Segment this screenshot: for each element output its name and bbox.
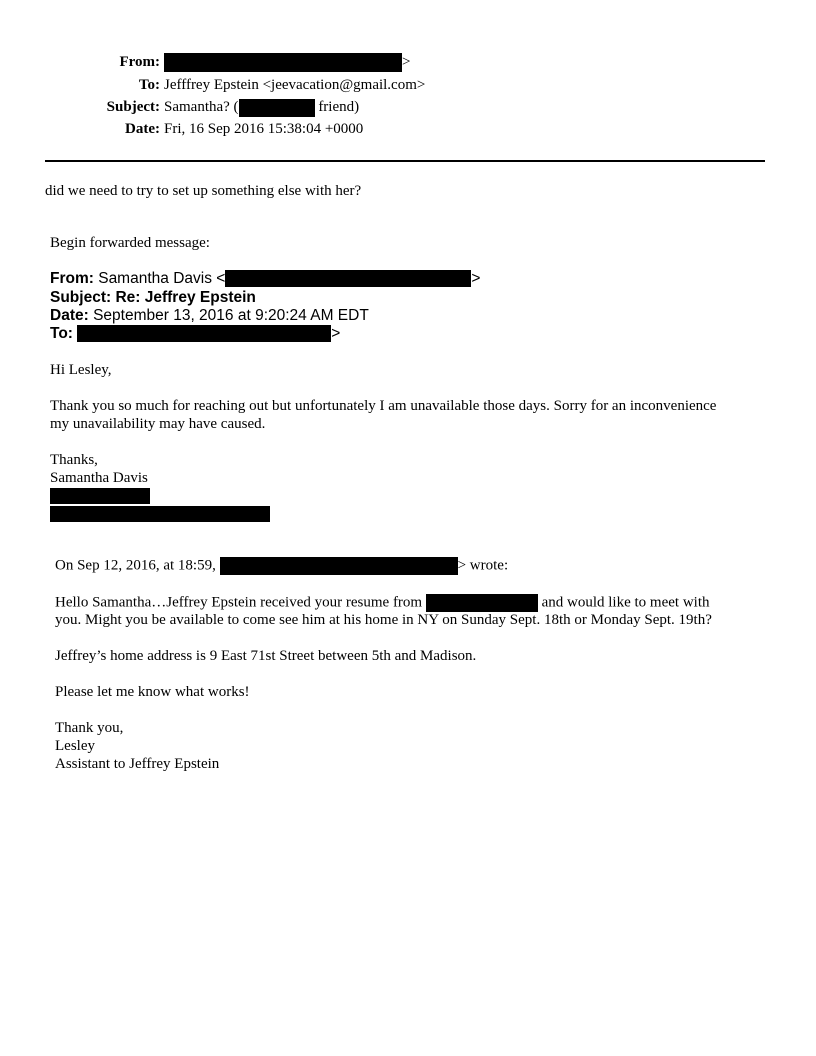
fwd-subject-value: Re: Jeffrey Epstein	[111, 289, 256, 306]
reply-signoff: Thanks,	[50, 452, 98, 468]
reply-line-2: my unavailability may have caused.	[50, 416, 266, 432]
reply-signature-name: Samantha Davis	[50, 470, 148, 486]
fwd-subject-row	[50, 289, 256, 307]
to-value: Jefffrey Epstein <jeevacation@gmail.com>	[164, 77, 426, 93]
quoted-closing: Thank you,	[55, 720, 124, 736]
header-subject-row	[40, 97, 740, 117]
redacted-block	[225, 270, 471, 287]
fwd-date-row	[50, 307, 369, 325]
quoted-header-prefix: On Sep 12, 2016, at 18:59,	[55, 557, 220, 574]
from-suffix: >	[402, 54, 411, 70]
redacted-block	[50, 488, 150, 504]
body-text: did we need to try to set up something else with her?	[45, 183, 362, 199]
fwd-to-row	[50, 325, 340, 343]
reply-greeting: Hi Lesley,	[50, 362, 112, 378]
fwd-from-name: Samantha Davis <	[93, 270, 226, 287]
fwd-from-label: From:	[50, 270, 94, 287]
header-date-row	[40, 119, 740, 139]
quoted-p1-line-2: you. Might you be available to come see him at his home in NY on Sunday Sept. 18th or Monday Sept. 19th?	[55, 612, 712, 628]
quoted-title: Assistant to Jeffrey Epstein	[55, 756, 220, 772]
fwd-subject-label: Subject:	[50, 289, 112, 306]
forward-intro: Begin forwarded message:	[50, 235, 210, 251]
quoted-header	[55, 557, 508, 575]
header-from-row	[40, 52, 740, 72]
quoted-name: Lesley	[55, 738, 95, 754]
fwd-from-row	[50, 270, 480, 288]
quoted-p2: Jeffrey’s home address is 9 East 71st Street between 5th and Madison.	[55, 648, 477, 664]
redacted-block	[426, 594, 538, 612]
quoted-p1-a: Hello Samantha…Jeffrey Epstein received your resume from	[55, 594, 426, 611]
fwd-to-suffix: >	[331, 325, 341, 342]
subject-label: Subject:	[106, 99, 160, 115]
date-label: Date:	[125, 121, 160, 137]
fwd-from-suffix: >	[471, 270, 481, 287]
date-value: Fri, 16 Sep 2016 15:38:04 +0000	[164, 121, 364, 137]
redacted-block	[239, 99, 315, 117]
redacted-block	[164, 53, 402, 72]
quoted-p3: Please let me know what works!	[55, 684, 250, 700]
redacted-block	[220, 557, 458, 575]
quoted-p1-line-1	[55, 594, 710, 612]
subject-suffix: friend)	[314, 99, 360, 115]
header-to-row	[40, 75, 740, 95]
quoted-p1-b: and would like to meet with	[537, 594, 710, 611]
fwd-date-label: Date:	[50, 307, 89, 324]
header-divider	[45, 160, 765, 162]
redacted-block	[77, 325, 331, 342]
redacted-block	[50, 506, 270, 522]
from-label: From:	[119, 54, 160, 70]
to-label: To:	[138, 77, 160, 93]
quoted-header-suffix: > wrote:	[457, 557, 509, 574]
fwd-date-value: September 13, 2016 at 9:20:24 AM EDT	[88, 307, 369, 324]
reply-line-1: Thank you so much for reaching out but unfortunately I am unavailable those days. Sorry for an inconvenience	[50, 398, 717, 414]
fwd-to-label: To:	[50, 325, 73, 342]
subject-prefix: Samantha? (	[164, 99, 239, 115]
